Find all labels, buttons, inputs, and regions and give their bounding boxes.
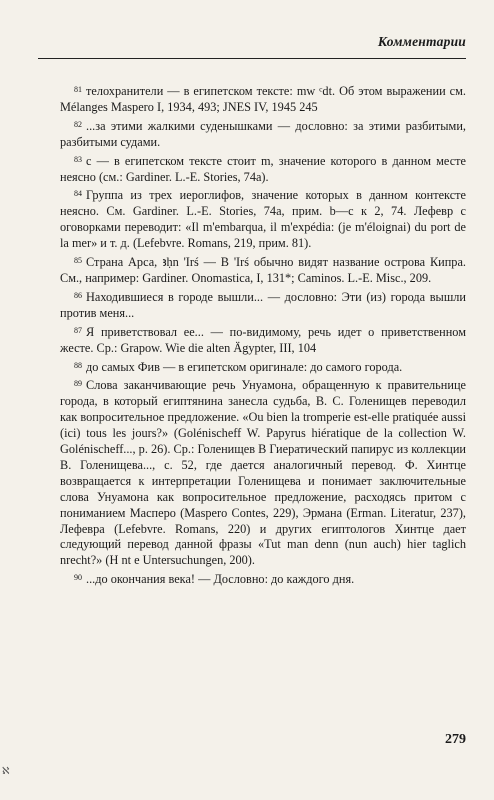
note-text: до самых Фив — в египетском оригинале: до самого города. [86,359,403,374]
scan-edge-mark: ℵ [2,766,10,777]
running-head: Комментарии [377,34,466,49]
note-number: 82 [74,119,82,129]
note-text: Слова заканчивающие речь Унуамона, обращенную к правительнице города, в который египтянина занесла судьба, В. С. Голенищев переводил как вопросительное предложение. «Ou bien la tromperie est-elle pratiquée aussi (ici) tous les jours?» (Golénischeff W. Papyrus hiératique de la collection W. Golénischeff..., p. 26). Ср.: Голенищев В Гиератический папирус из коллекции В. Голенищева..., с. 52, где дается аналогичный перевод. Ф. Хинтце возвращается к интерпретации Голенищева и понимает заключительные слова Унуамона как вопросительное предложение, расходясь притом с пониманием Масперо (Maspero Contes, 229), Эрмана (Erman. Literatur, 237), Лефевра (Lefebvre. Romans, 220) и других египтологов Хинтце дает следующий перевод данной фразы «Tut man denn (nun auch) hier taglich nrecht?» (H nt e Untersuchungen, 200). [60,378,466,568]
note-89 [60,376,466,569]
note-text: Страна Арса, ꜣḥn 'Irś — В 'Irś обычно видят название острова Кипра. См., например: Gardiner. Onomastica, I, 131*; Caminos. L.-E. Misc., 209. [60,255,466,285]
note-84 [60,186,466,252]
note-81 [60,82,466,116]
note-number: 87 [74,325,82,335]
note-85 [60,253,466,287]
note-number: 90 [74,573,82,583]
note-82 [60,117,466,151]
header-rule [38,58,466,59]
note-text: Я приветствовал ее... — по-видимому, речь идет о приветственном жесте. Ср.: Grapow. Wie die alten Ägypter, III, 104 [60,324,466,355]
note-86 [60,288,466,322]
note-number: 84 [74,189,82,199]
note-90 [60,570,466,588]
page-number: 279 [445,732,466,747]
note-number: 81 [74,85,82,94]
note-text: телохранители — в египетском тексте: mw ᶜdt. Об этом выражении см. Mélanges Maspero I, 1934, 493; JNES IV, 1945 245 [60,84,466,114]
note-text: с — в египетском тексте стоит m, значение которого в данном месте неясно (см.: Gardiner. L.-E. Stories, 74а). [60,153,466,184]
note-text: Группа из трех иероглифов, значение которых в данном контексте неясно. См. Gardiner. L.-E. Stories, 74a, прим. b—с к 2, 74. Лефевр с оговорками переводит: «Il m'embarqua, il m'expédia: (je m'éloignai) du port de la mer» и т. д. (Lefebvre. Romans, 219, прим. 81). [60,188,466,251]
note-number: 85 [74,256,82,266]
note-83 [60,152,466,186]
note-88 [60,358,466,376]
note-87 [60,323,466,357]
note-text: ...до окончания века! — Дословно: до каждого дня. [86,572,355,587]
note-number: 88 [74,360,82,370]
note-text: Находившиеся в городе вышли... — дословно: Эти (из) города вышли против меня... [60,289,466,320]
note-number: 83 [74,154,82,164]
note-text: ...за этими жалкими суденышками — дословно: за этими разбитыми, разбитыми судами. [60,118,466,149]
note-number: 89 [74,379,82,389]
note-number: 86 [74,290,82,300]
footnotes-block [60,82,466,589]
